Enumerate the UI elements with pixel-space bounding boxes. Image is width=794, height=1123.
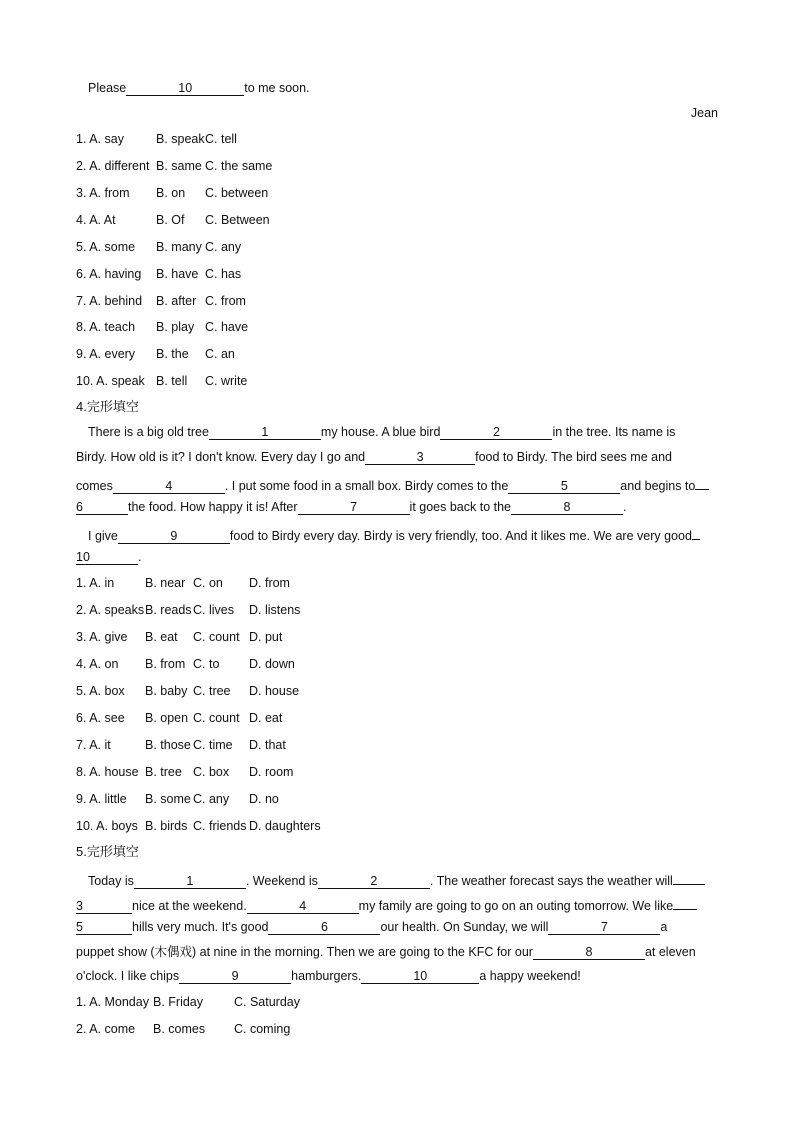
option-c: C. any	[193, 792, 230, 806]
blank: 8	[533, 944, 645, 960]
text: to me soon.	[244, 81, 310, 95]
option-c: C. tree	[193, 684, 231, 698]
option-a: 2. A. speaks	[76, 603, 145, 617]
passage-line	[88, 869, 705, 889]
text: . The weather forecast says the weather will	[429, 874, 673, 888]
option-d: D. house	[249, 684, 300, 698]
option-a: 8. A. house	[76, 765, 139, 779]
blank: 4	[113, 478, 225, 494]
text: I give	[88, 529, 118, 543]
option-b: B. comes	[153, 1022, 206, 1036]
blank: 10	[126, 80, 244, 96]
blank: 5	[508, 478, 620, 494]
passage-line	[88, 424, 675, 440]
option-a: 5. A. box	[76, 684, 125, 698]
text: Birdy. How old is it? I don't know. Every day I go and	[76, 450, 366, 464]
passage-line	[76, 919, 667, 935]
option-d: D. that	[249, 738, 286, 752]
option-d: D. no	[249, 792, 279, 806]
blank: 7	[298, 499, 410, 515]
option-a: 2. A. different	[76, 159, 150, 173]
option-b: B. some	[145, 792, 191, 806]
option-a: 1. A. in	[76, 576, 115, 590]
option-a: 2. A. come	[76, 1022, 136, 1036]
passage-line	[76, 449, 672, 465]
option-a: 7. A. behind	[76, 294, 143, 308]
option-b: B. birds	[145, 819, 188, 833]
blank: 10	[361, 968, 479, 984]
option-b: B. near	[145, 576, 186, 590]
text: at eleven	[644, 945, 696, 959]
text: . Weekend is	[245, 874, 318, 888]
option-c: C. friends	[193, 819, 247, 833]
option-b: B. many	[156, 240, 202, 254]
option-a: 4. A. At	[76, 213, 116, 227]
option-c: C. time	[193, 738, 233, 752]
blank: 7	[548, 919, 660, 935]
blank: 9	[118, 528, 230, 544]
option-d: D. from	[249, 576, 290, 590]
option-a: 3. A. give	[76, 630, 128, 644]
text: in the tree. Its name is	[552, 425, 676, 439]
text: There is a big old tree	[88, 425, 209, 439]
option-c: C. an	[205, 347, 235, 361]
passage-line	[76, 894, 697, 914]
text: a happy weekend!	[479, 969, 581, 983]
blank: 6	[268, 919, 380, 935]
text: my family are going to go on an outing tomorrow. We like	[358, 899, 674, 913]
blank-tail	[695, 474, 709, 490]
option-c: C. the same	[205, 159, 273, 173]
option-d: D. listens	[249, 603, 301, 617]
section-heading: 4.完形填空	[76, 399, 139, 414]
option-a: 5. A. some	[76, 240, 136, 254]
option-d: D. eat	[249, 711, 283, 725]
blank: 6	[76, 499, 128, 515]
passage-line	[88, 524, 700, 544]
option-b: B. eat	[145, 630, 178, 644]
option-a: 4. A. on	[76, 657, 119, 671]
option-b: B. speak	[156, 132, 205, 146]
option-b: B. tree	[145, 765, 182, 779]
option-c: C. between	[205, 186, 269, 200]
option-c: C. Between	[205, 213, 270, 227]
blank: 2	[440, 424, 552, 440]
passage-line	[76, 474, 709, 494]
option-b: B. on	[156, 186, 186, 200]
option-a: 3. A. from	[76, 186, 130, 200]
text: o'clock. I like chips	[76, 969, 180, 983]
blank: 1	[134, 873, 246, 889]
option-c: C. have	[205, 320, 249, 334]
text: nice at the weekend.	[132, 899, 247, 913]
text: comes	[76, 479, 113, 493]
option-a: 8. A. teach	[76, 320, 136, 334]
text: our health. On Sunday, we will	[380, 920, 549, 934]
option-b: B. after	[156, 294, 197, 308]
option-c: C. Saturday	[234, 995, 301, 1009]
option-b: B. play	[156, 320, 195, 334]
option-b: B. open	[145, 711, 189, 725]
text: hamburgers.	[291, 969, 362, 983]
option-b: B. from	[145, 657, 186, 671]
option-b: B. Friday	[153, 995, 204, 1009]
text: .	[138, 550, 142, 564]
passage-line	[76, 968, 581, 984]
option-c: C. to	[193, 657, 220, 671]
option-b: B. baby	[145, 684, 188, 698]
option-c: C. any	[205, 240, 242, 254]
text: . I put some food in a small box. Birdy comes to the	[224, 479, 509, 493]
text: puppet show (木偶戏) at nine in the morning. Then we are going to the KFC for our	[76, 945, 533, 959]
option-c: C. tell	[205, 132, 237, 146]
option-c: C. coming	[234, 1022, 291, 1036]
text: it goes back to the	[409, 500, 511, 514]
option-c: C. count	[193, 711, 240, 725]
option-a: 7. A. it	[76, 738, 111, 752]
closing-line	[88, 80, 310, 96]
option-a: 6. A. having	[76, 267, 142, 281]
text: the food. How happy it is! After	[128, 500, 298, 514]
option-b: B. those	[145, 738, 191, 752]
option-d: D. down	[249, 657, 295, 671]
section-heading: 5.完形填空	[76, 844, 139, 859]
option-d: D. daughters	[249, 819, 321, 833]
option-c: C. count	[193, 630, 240, 644]
blank-tail	[673, 869, 705, 885]
option-b: B. the	[156, 347, 189, 361]
option-c: C. write	[205, 374, 248, 388]
option-b: B. reads	[145, 603, 192, 617]
blank: 3	[76, 898, 132, 914]
option-c: C. from	[205, 294, 246, 308]
option-a: 9. A. little	[76, 792, 127, 806]
blank-tail	[673, 894, 697, 910]
blank: 8	[511, 499, 623, 515]
blank: 2	[318, 873, 430, 889]
blank: 5	[76, 919, 132, 935]
option-b: B. have	[156, 267, 199, 281]
text: Today is	[88, 874, 134, 888]
option-c: C. lives	[193, 603, 234, 617]
text: food to Birdy. The bird sees me and	[475, 450, 672, 464]
text: a	[660, 920, 668, 934]
text: food to Birdy every day. Birdy is very friendly, too. And it likes me. We are very good	[229, 529, 692, 543]
passage-line	[76, 499, 626, 515]
option-a: 9. A. every	[76, 347, 136, 361]
text: my house. A blue bird	[320, 425, 441, 439]
blank: 9	[179, 968, 291, 984]
text: Please	[88, 81, 127, 95]
passage-line	[76, 944, 696, 960]
option-c: C. on	[193, 576, 223, 590]
text: and begins to	[620, 479, 696, 493]
blank: 10	[76, 549, 138, 565]
text: hills very much. It's good	[132, 920, 269, 934]
option-c: C. has	[205, 267, 242, 281]
blank: 4	[247, 898, 359, 914]
blank: 3	[365, 449, 475, 465]
option-b: B. tell	[156, 374, 188, 388]
option-a: 1. A. say	[76, 132, 124, 146]
option-d: D. put	[249, 630, 283, 644]
option-b: B. Of	[156, 213, 185, 227]
blank: 1	[209, 424, 321, 440]
option-a: 1. A. Monday	[76, 995, 149, 1009]
signature: Jean	[690, 106, 718, 120]
option-b: B. same	[156, 159, 202, 173]
text: .	[623, 500, 627, 514]
passage-line	[76, 549, 141, 565]
option-d: D. room	[249, 765, 294, 779]
option-a: 10. A. boys	[76, 819, 138, 833]
option-c: C. box	[193, 765, 230, 779]
option-a: 6. A. see	[76, 711, 125, 725]
blank-tail	[692, 524, 700, 540]
option-a: 10. A. speak	[76, 374, 145, 388]
